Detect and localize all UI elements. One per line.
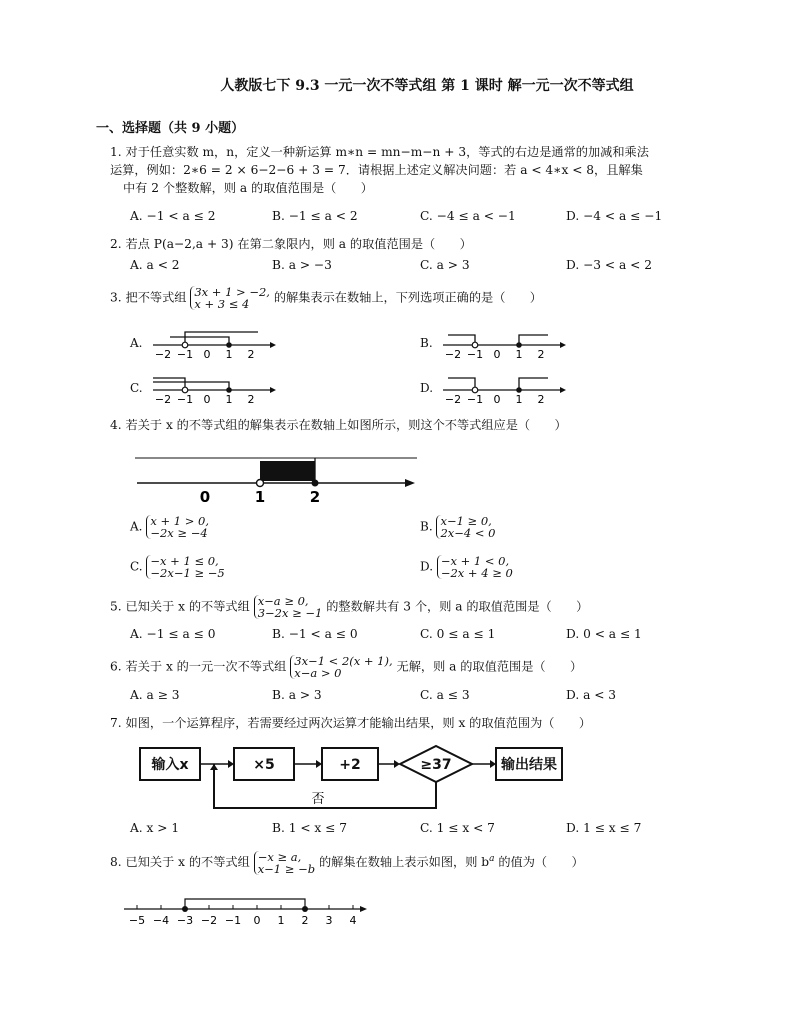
q4-system-d — [437, 555, 513, 579]
sys-line: x−a > 0 — [294, 666, 342, 680]
sys-line: −2x ≥ −4 — [150, 526, 208, 540]
tick: −5 — [128, 914, 146, 927]
tick: 2 — [247, 348, 255, 361]
tick: 0 — [203, 393, 211, 406]
tick: 0 — [493, 393, 501, 406]
q6-option-c[interactable]: C. a ≤ 3 — [420, 688, 470, 702]
question-8 — [110, 850, 710, 875]
sys-line: 3x−1 < 2(x + 1), — [294, 654, 393, 668]
sys-line: −2x−1 ≥ −5 — [150, 566, 225, 580]
q3-post: 的解集表示在数轴上，下列选项正确的是（ ） — [273, 290, 542, 305]
question-7: 7. 如图，一个运算程序，若需要经过两次运算才能输出结果，则 x 的取值范围为（ ） — [110, 716, 592, 730]
flow-output-box: 输出结果 — [501, 757, 557, 773]
q3-label-b: B. — [420, 336, 433, 350]
q4-system-b — [436, 515, 495, 539]
sys-line: x−1 ≥ 0, — [440, 514, 492, 528]
flow-no-label: 否 — [311, 792, 325, 807]
q3-label-c: C. — [130, 381, 143, 395]
tick: 0 — [493, 348, 501, 361]
q7-option-a[interactable]: A. x > 1 — [130, 821, 180, 835]
q1-line3: 中有 2 个整数解，则 a 的取值范围是（ ） — [123, 181, 373, 195]
sys-line: 2x−4 < 0 — [440, 526, 496, 540]
sys-line: −x + 1 < 0, — [440, 554, 510, 568]
q4-label-d: D. — [420, 559, 434, 574]
sys-line: x−1 ≥ −b — [257, 861, 316, 876]
sys-line: −x ≥ a, — [257, 849, 302, 864]
q6-system — [290, 655, 392, 679]
tick: −1 — [466, 348, 484, 361]
q1-line2: 运算，例如：2∗6 = 2 × 6−2−6 + 3 = 7．请根据上述定义解决问题：若 a < 4∗x < 8，且解集 — [110, 163, 643, 177]
question-4: 4. 若关于 x 的不等式组的解集表示在数轴上如图所示，则这个不等式组应是（ ） — [110, 418, 567, 432]
q3-label-a: A. — [130, 336, 143, 350]
q4-option-d[interactable] — [420, 555, 513, 579]
tick: −1 — [176, 393, 194, 406]
q4-number-line — [135, 452, 435, 512]
q5-option-a[interactable]: A. −1 ≤ a ≤ 0 — [130, 627, 216, 641]
question-5 — [110, 595, 710, 619]
sys-line: −x + 1 ≤ 0, — [150, 554, 219, 568]
q8-system — [254, 851, 315, 875]
tick: 1 — [225, 348, 233, 361]
q2-option-c[interactable]: C. a > 3 — [420, 258, 470, 272]
tick: 1 — [515, 393, 523, 406]
q3-option-c[interactable] — [130, 370, 280, 410]
q3-number-line-a — [148, 325, 288, 365]
q8-number-line — [122, 892, 372, 932]
sys-line: −2x + 4 ≥ 0 — [440, 566, 513, 580]
flow-condition-diamond: ≥37 — [420, 757, 452, 773]
q6-option-a[interactable]: A. a ≥ 3 — [130, 688, 180, 702]
q3-label-d: D. — [420, 381, 434, 395]
q2-option-a[interactable]: A. a < 2 — [130, 258, 180, 272]
q5-system — [254, 595, 323, 619]
q7-option-c[interactable]: C. 1 ≤ x < 7 — [420, 821, 495, 835]
q1-option-a[interactable]: A. −1 < a ≤ 2 — [130, 209, 216, 223]
q4-option-c[interactable] — [130, 555, 225, 579]
q3-sys-line1: 3x + 1 > −2, — [194, 285, 270, 299]
q3-number-line-b — [438, 325, 578, 365]
q6-option-d[interactable]: D. a < 3 — [566, 688, 617, 702]
tick: −2 — [200, 914, 218, 927]
tick: −4 — [152, 914, 170, 927]
flow-add-box: +2 — [339, 757, 361, 773]
tick: 2 — [537, 393, 545, 406]
tick: −1 — [466, 393, 484, 406]
sys-line: 3−2x ≥ −1 — [257, 606, 323, 620]
q1-option-b[interactable]: B. −1 ≤ a < 2 — [272, 209, 358, 223]
q8-post2: 的值为（ ） — [494, 855, 584, 870]
sys-line: x−a ≥ 0, — [257, 594, 309, 608]
tick: 0 — [199, 488, 211, 506]
q4-option-b[interactable] — [420, 515, 496, 539]
q3-option-a[interactable] — [130, 325, 280, 365]
q4-label-a: A. — [130, 519, 143, 534]
q6-pre: 6. 若关于 x 的一元一次不等式组 — [110, 659, 287, 674]
q3-pre: 3. 把不等式组 — [110, 290, 187, 305]
tick: −1 — [176, 348, 194, 361]
q6-option-b[interactable]: B. a > 3 — [272, 688, 322, 702]
tick: 1 — [254, 488, 266, 506]
q3-option-b[interactable] — [420, 325, 570, 365]
tick: 3 — [325, 914, 333, 927]
q7-flowchart — [138, 740, 588, 810]
q7-option-d[interactable]: D. 1 ≤ x ≤ 7 — [566, 821, 642, 835]
tick: −2 — [154, 393, 172, 406]
tick: 0 — [203, 348, 211, 361]
q6-post: 无解，则 a 的取值范围是（ ） — [396, 659, 583, 674]
tick: 2 — [309, 488, 321, 506]
tick: 1 — [277, 914, 285, 927]
tick: −3 — [176, 914, 194, 927]
q8-post: 的解集在数轴上表示如图，则 b — [318, 855, 490, 870]
tick: 2 — [301, 914, 309, 927]
question-3 — [110, 286, 710, 310]
q8-exponent: a — [489, 854, 495, 864]
q1-option-d[interactable]: D. −4 < a ≤ −1 — [566, 209, 663, 223]
q4-system-c — [146, 555, 224, 579]
sys-line: x + 1 > 0, — [150, 514, 209, 528]
flow-input-box: 输入x — [151, 757, 189, 773]
tick: 2 — [537, 348, 545, 361]
q5-option-d[interactable]: D. 0 < a ≤ 1 — [566, 627, 642, 641]
tick: −2 — [154, 348, 172, 361]
q3-sys-line2: x + 3 ≤ 4 — [194, 297, 250, 311]
q3-option-d[interactable] — [420, 370, 570, 410]
q4-label-c: C. — [130, 559, 143, 574]
q5-option-c[interactable]: C. 0 ≤ a ≤ 1 — [420, 627, 496, 641]
question-2: 2. 若点 P(a−2,a + 3) 在第二象限内，则 a 的取值范围是（ ） — [110, 237, 472, 251]
q1-line1: 1. 对于任意实数 m，n，定义一种新运算 m∗n = mn−m−n + 3，等式的右边是通常的加减和乘法 — [110, 145, 649, 159]
question-6 — [110, 655, 710, 679]
q5-option-b[interactable]: B. −1 < a ≤ 0 — [272, 627, 358, 641]
q7-option-b[interactable]: B. 1 < x ≤ 7 — [272, 821, 348, 835]
q4-label-b: B. — [420, 519, 433, 534]
q2-option-d[interactable]: D. −3 < a < 2 — [566, 258, 652, 272]
flow-multiply-box: ×5 — [253, 757, 275, 773]
q5-pre: 5. 已知关于 x 的不等式组 — [110, 599, 250, 614]
tick: 0 — [253, 914, 261, 927]
q5-post: 的整数解共有 3 个，则 a 的取值范围是（ ） — [326, 599, 589, 614]
tick: −1 — [224, 914, 242, 927]
question-1 — [110, 143, 710, 197]
q3-number-line-c — [148, 370, 288, 410]
q3-system — [190, 286, 270, 310]
section-heading: 一、选择题（共 9 小题） — [96, 121, 245, 136]
q1-option-c[interactable]: C. −4 ≤ a < −1 — [420, 209, 516, 223]
tick: −2 — [444, 348, 462, 361]
q2-option-b[interactable]: B. a > −3 — [272, 258, 332, 272]
q4-option-a[interactable] — [130, 515, 209, 539]
q3-number-line-d — [438, 370, 578, 410]
tick: 4 — [349, 914, 357, 927]
page-title: 人教版七下 9.3 一元一次不等式组 第 1 课时 解一元一次不等式组 — [220, 78, 634, 94]
tick: −2 — [444, 393, 462, 406]
q8-pre: 8. 已知关于 x 的不等式组 — [110, 855, 250, 870]
tick: 1 — [515, 348, 523, 361]
tick: 2 — [247, 393, 255, 406]
tick: 1 — [225, 393, 233, 406]
q4-system-a — [146, 515, 209, 539]
